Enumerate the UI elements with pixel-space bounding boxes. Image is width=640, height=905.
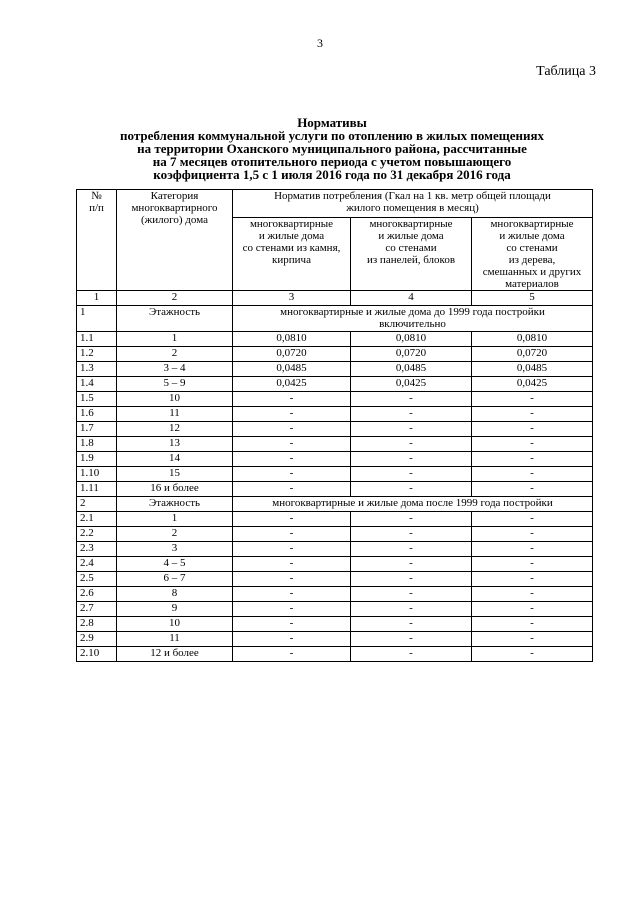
section-number: 1 — [77, 306, 117, 332]
value-stone-brick: - — [233, 482, 351, 497]
table-row — [77, 377, 593, 392]
value-panel-block: 0,0485 — [351, 362, 472, 377]
value-stone-brick: - — [233, 467, 351, 482]
table-row — [77, 647, 593, 662]
section-row — [77, 497, 593, 512]
row-category: 10 — [117, 392, 233, 407]
value-panel-block: - — [351, 452, 472, 467]
row-category: 15 — [117, 467, 233, 482]
row-number: 2.7 — [77, 602, 117, 617]
value-panel-block: - — [351, 557, 472, 572]
row-category: 10 — [117, 617, 233, 632]
row-number: 1.4 — [77, 377, 117, 392]
row-category: 8 — [117, 587, 233, 602]
table-row — [77, 347, 593, 362]
value-stone-brick: 0,0720 — [233, 347, 351, 362]
row-number: 2.2 — [77, 527, 117, 542]
norms-table — [76, 189, 593, 662]
table-row — [77, 407, 593, 422]
value-wood-mixed: - — [472, 482, 593, 497]
value-panel-block: 0,0810 — [351, 332, 472, 347]
row-number: 1.3 — [77, 362, 117, 377]
row-category: 12 и более — [117, 647, 233, 662]
value-panel-block: - — [351, 602, 472, 617]
value-panel-block: - — [351, 437, 472, 452]
row-number: 1.5 — [77, 392, 117, 407]
row-number: 2.8 — [77, 617, 117, 632]
value-wood-mixed: - — [472, 542, 593, 557]
header-panel-block: многоквартирные и жилые дома со стенами из панелей, блоков — [351, 218, 472, 291]
table-row — [77, 362, 593, 377]
value-stone-brick: - — [233, 527, 351, 542]
row-number: 2.5 — [77, 572, 117, 587]
row-category: 11 — [117, 632, 233, 647]
row-category: 3 – 4 — [117, 362, 233, 377]
value-wood-mixed: 0,0810 — [472, 332, 593, 347]
column-number: 3 — [233, 291, 351, 306]
value-wood-mixed: - — [472, 437, 593, 452]
value-stone-brick: - — [233, 572, 351, 587]
table-row — [77, 332, 593, 347]
value-stone-brick: - — [233, 602, 351, 617]
table-row — [77, 527, 593, 542]
header-wood-mixed: многоквартирные и жилые дома со стенами из дерева, смешанных и других материалов — [472, 218, 593, 291]
table-row — [77, 572, 593, 587]
title-line: Нормативы — [297, 115, 367, 130]
value-panel-block: - — [351, 392, 472, 407]
value-panel-block: 0,0720 — [351, 347, 472, 362]
section-number: 2 — [77, 497, 117, 512]
row-category: 3 — [117, 542, 233, 557]
value-stone-brick: - — [233, 587, 351, 602]
row-category: 16 и более — [117, 482, 233, 497]
column-number: 2 — [117, 291, 233, 306]
row-number: 1.10 — [77, 467, 117, 482]
row-number: 1.1 — [77, 332, 117, 347]
value-wood-mixed: - — [472, 602, 593, 617]
value-panel-block: - — [351, 542, 472, 557]
row-category: 12 — [117, 422, 233, 437]
table-row — [77, 542, 593, 557]
table-row — [77, 437, 593, 452]
title-line: коэффициента 1,5 с 1 июля 2016 года по 31 декабря 2016 года — [153, 167, 511, 182]
row-number: 2.1 — [77, 512, 117, 527]
value-panel-block: - — [351, 632, 472, 647]
table-row — [77, 392, 593, 407]
value-panel-block: - — [351, 467, 472, 482]
column-number: 1 — [77, 291, 117, 306]
row-number: 1.7 — [77, 422, 117, 437]
section-category: Этажность — [117, 497, 233, 512]
value-panel-block: - — [351, 572, 472, 587]
table-label: Таблица 3 — [536, 64, 596, 79]
header-norm: Норматив потребления (Гкал на 1 кв. метр общей площади жилого помещения в месяц) — [233, 190, 593, 218]
row-number: 1.11 — [77, 482, 117, 497]
value-stone-brick: - — [233, 617, 351, 632]
value-wood-mixed: - — [472, 617, 593, 632]
column-number: 5 — [472, 291, 593, 306]
value-panel-block: - — [351, 422, 472, 437]
row-number: 1.2 — [77, 347, 117, 362]
table-row — [77, 422, 593, 437]
table-row — [77, 452, 593, 467]
value-panel-block: - — [351, 482, 472, 497]
section-label: многоквартирные и жилые дома до 1999 года постройки включительно — [233, 306, 593, 332]
title-line: на 7 месяцев отопительного периода с учетом повышающего — [152, 154, 512, 169]
value-stone-brick: - — [233, 647, 351, 662]
value-stone-brick: - — [233, 437, 351, 452]
value-stone-brick: - — [233, 512, 351, 527]
header-stone-brick: многоквартирные и жилые дома со стенами из камня, кирпича — [233, 218, 351, 291]
section-label: многоквартирные и жилые дома после 1999 года постройки — [233, 497, 593, 512]
row-category: 4 – 5 — [117, 557, 233, 572]
value-stone-brick: - — [233, 452, 351, 467]
value-wood-mixed: 0,0720 — [472, 347, 593, 362]
section-row — [77, 306, 593, 332]
header-category: Категория многоквартирного (жилого) дома — [117, 190, 233, 291]
row-category: 11 — [117, 407, 233, 422]
row-number: 2.9 — [77, 632, 117, 647]
table-row — [77, 512, 593, 527]
row-category: 14 — [117, 452, 233, 467]
value-panel-block: - — [351, 512, 472, 527]
value-panel-block: 0,0425 — [351, 377, 472, 392]
value-panel-block: - — [351, 527, 472, 542]
value-stone-brick: - — [233, 632, 351, 647]
row-number: 2.10 — [77, 647, 117, 662]
value-wood-mixed: - — [472, 512, 593, 527]
row-number: 1.8 — [77, 437, 117, 452]
table-row — [77, 587, 593, 602]
value-wood-mixed: - — [472, 587, 593, 602]
section-category: Этажность — [117, 306, 233, 332]
row-number: 2.4 — [77, 557, 117, 572]
row-number: 1.6 — [77, 407, 117, 422]
column-number-row — [77, 291, 593, 306]
value-wood-mixed: - — [472, 557, 593, 572]
page-number: 3 — [317, 36, 323, 50]
value-stone-brick: - — [233, 422, 351, 437]
table-row — [77, 632, 593, 647]
value-stone-brick: 0,0485 — [233, 362, 351, 377]
table-row — [77, 482, 593, 497]
title-line: потребления коммунальной услуги по отоплению в жилых помещениях — [120, 128, 544, 143]
row-category: 5 – 9 — [117, 377, 233, 392]
row-number: 2.6 — [77, 587, 117, 602]
value-wood-mixed: 0,0425 — [472, 377, 593, 392]
table-header-row — [77, 190, 593, 218]
row-category: 6 – 7 — [117, 572, 233, 587]
value-wood-mixed: 0,0485 — [472, 362, 593, 377]
value-wood-mixed: - — [472, 467, 593, 482]
value-panel-block: - — [351, 407, 472, 422]
table-row — [77, 617, 593, 632]
value-stone-brick: - — [233, 542, 351, 557]
row-category: 1 — [117, 332, 233, 347]
row-number: 2.3 — [77, 542, 117, 557]
column-number: 4 — [351, 291, 472, 306]
row-category: 1 — [117, 512, 233, 527]
value-wood-mixed: - — [472, 527, 593, 542]
row-category: 2 — [117, 347, 233, 362]
value-stone-brick: 0,0425 — [233, 377, 351, 392]
value-wood-mixed: - — [472, 407, 593, 422]
row-category: 2 — [117, 527, 233, 542]
value-wood-mixed: - — [472, 452, 593, 467]
value-wood-mixed: - — [472, 392, 593, 407]
value-panel-block: - — [351, 587, 472, 602]
value-stone-brick: - — [233, 392, 351, 407]
table-row — [77, 602, 593, 617]
value-wood-mixed: - — [472, 632, 593, 647]
table-row — [77, 557, 593, 572]
value-stone-brick: - — [233, 407, 351, 422]
row-number: 1.9 — [77, 452, 117, 467]
value-wood-mixed: - — [472, 572, 593, 587]
value-panel-block: - — [351, 617, 472, 632]
table-row — [77, 467, 593, 482]
row-category: 9 — [117, 602, 233, 617]
title-line: на территории Оханского муниципального района, рассчитанные — [137, 141, 527, 156]
document-title — [70, 116, 594, 181]
value-stone-brick: - — [233, 557, 351, 572]
value-panel-block: - — [351, 647, 472, 662]
value-wood-mixed: - — [472, 647, 593, 662]
header-num: № п/п — [77, 190, 117, 291]
row-category: 13 — [117, 437, 233, 452]
value-stone-brick: 0,0810 — [233, 332, 351, 347]
value-wood-mixed: - — [472, 422, 593, 437]
